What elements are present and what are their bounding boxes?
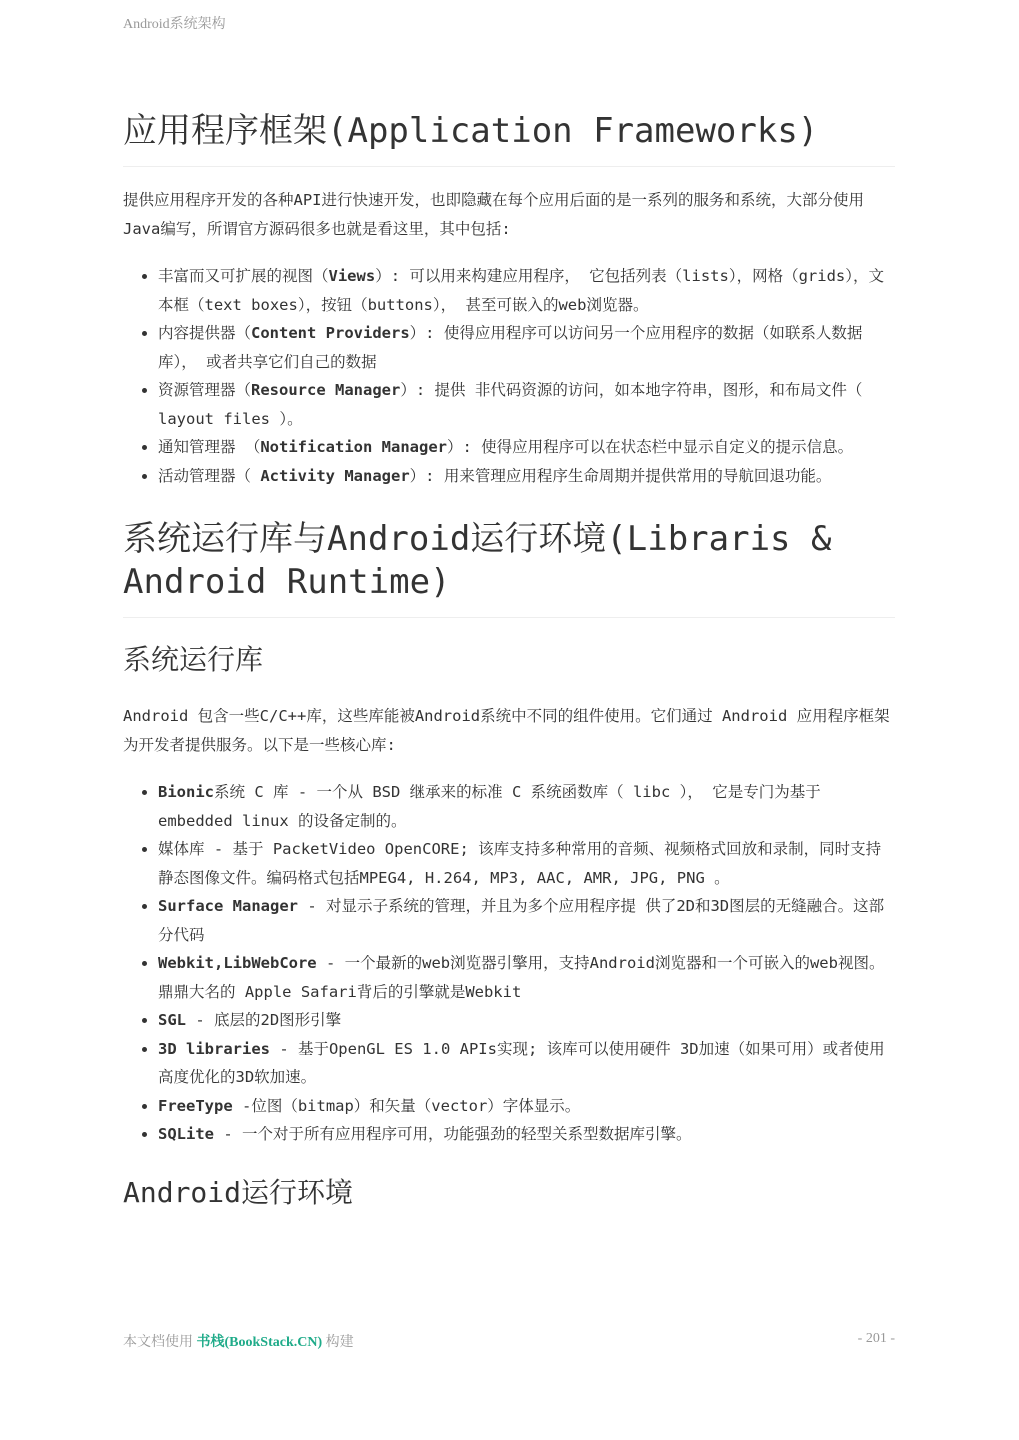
section-intro-libraries: Android 包含一些C/C++库，这些库能被Android系统中不同的组件使用。它们通过 Android 应用程序框架为开发者提供服务。以下是一些核心库: (123, 707, 890, 754)
item-term: Notification Manager (260, 438, 447, 456)
footer-brand-link[interactable]: 书栈(BookStack.CN) (196, 1335, 323, 1350)
document-body (123, 110, 895, 1211)
section-intro-frameworks: 提供应用程序开发的各种API进行快速开发，也即隐藏在每个应用后面的是一系列的服务和系统，大部分使用Java编写，所谓官方源码很多也就是看这里，其中包括: (123, 191, 864, 238)
item-term: Content Providers (251, 324, 410, 342)
item-text: ）: 使得应用程序可以访问另一个应用程序的数据（如联系人数据库）， 或者共享它们自己的数据 (158, 324, 863, 371)
item-term: SGL (158, 1011, 186, 1029)
list-item (158, 892, 895, 949)
page-header: Android系统架构 (123, 17, 226, 32)
list-item (158, 262, 895, 319)
list-item (158, 1120, 895, 1149)
list-item (158, 778, 895, 835)
page-number: - 201 - (857, 1331, 895, 1346)
item-text: ）: 使得应用程序可以在状态栏中显示自定义的提示信息。 (446, 438, 854, 456)
item-term: Activity Manager (260, 466, 410, 485)
item-term: Surface Manager (158, 897, 298, 915)
subsection-heading-libraries: 系统运行库 (123, 643, 264, 676)
item-term: SQLite (158, 1125, 214, 1143)
item-text: 通知管理器 （ (158, 438, 261, 456)
section-heading-application-frameworks: 应用程序框架(Application Frameworks) (123, 110, 895, 167)
list-item (158, 949, 895, 1006)
list-item (158, 376, 895, 433)
item-term: Views (328, 267, 376, 285)
libraries-list (123, 778, 895, 1149)
list-item (158, 319, 895, 376)
item-term: Webkit,LibWebCore (158, 954, 317, 972)
item-text: - 对显示子系统的管理，并且为多个应用程序提 供了2D和3D图层的无缝融合。这部分代码 (158, 897, 885, 944)
list-item (158, 1035, 895, 1092)
item-text: - 底层的2D图形引擎 (186, 1011, 342, 1029)
item-text: - 一个对于所有应用程序可用，功能强劲的轻型关系型数据库引擎。 (214, 1125, 692, 1143)
list-item (158, 1006, 895, 1035)
item-term: Resource Manager (251, 381, 401, 399)
item-text: 活动管理器（ (158, 466, 261, 485)
item-term: FreeType (158, 1096, 233, 1115)
list-item (158, 433, 895, 462)
frameworks-list (123, 262, 895, 490)
item-text: ）: 提供 非代码资源的访问，如本地字符串，图形，和布局文件（ layout files ）。 (158, 381, 863, 428)
item-text: 媒体库 - 基于 PacketVideo OpenCORE; 该库支持多种常用的音频、视频格式回放和录制，同时支持静态图像文件。编码格式包括MPEG4, H.264, MP3, AAC, AMR, JPG, PNG 。 (158, 840, 882, 887)
item-text: 资源管理器（ (158, 381, 252, 399)
item-text: 系统 C 库 - 一个从 BSD 继承来的标准 C 系统函数库（ libc ）， 它是专门为基于 embedded linux 的设备定制的。 (158, 783, 821, 830)
section-heading-libraries-runtime: 系统运行库与Android运行环境(Libraris & Android Runtime) (123, 518, 895, 618)
item-text: - 一个最新的web浏览器引擎用，支持Android浏览器和一个可嵌入的web视图。鼎鼎大名的 Apple Safari背后的引擎就是Webkit (158, 954, 885, 1001)
item-term: 3D libraries (158, 1039, 270, 1058)
item-text: 内容提供器（ (158, 324, 252, 342)
list-item (158, 462, 895, 491)
item-text: -位图（bitmap）和矢量（vector）字体显示。 (232, 1096, 581, 1115)
footer-prefix: 本文档使用 (123, 1335, 197, 1350)
item-text: ）: 可以用来构建应用程序， 它包括列表（lists），网格（grids），文本框（text boxes），按钮（buttons）， 甚至可嵌入的web浏览器。 (158, 267, 885, 314)
footer-suffix: 构建 (322, 1335, 354, 1350)
subsection-heading-runtime: Android运行环境 (123, 1175, 354, 1209)
list-item (158, 835, 895, 892)
item-text: 丰富而又可扩展的视图（ (158, 267, 329, 285)
item-text: - 基于OpenGL ES 1.0 APIs实现; 该库可以使用硬件 3D加速（如果可用）或者使用高度优化的3D软加速。 (158, 1039, 885, 1086)
page-footer (123, 1331, 895, 1351)
list-item (158, 1092, 895, 1121)
item-term: Bionic (158, 783, 214, 801)
item-text: ）: 用来管理应用程序生命周期并提供常用的导航回退功能。 (409, 466, 832, 485)
